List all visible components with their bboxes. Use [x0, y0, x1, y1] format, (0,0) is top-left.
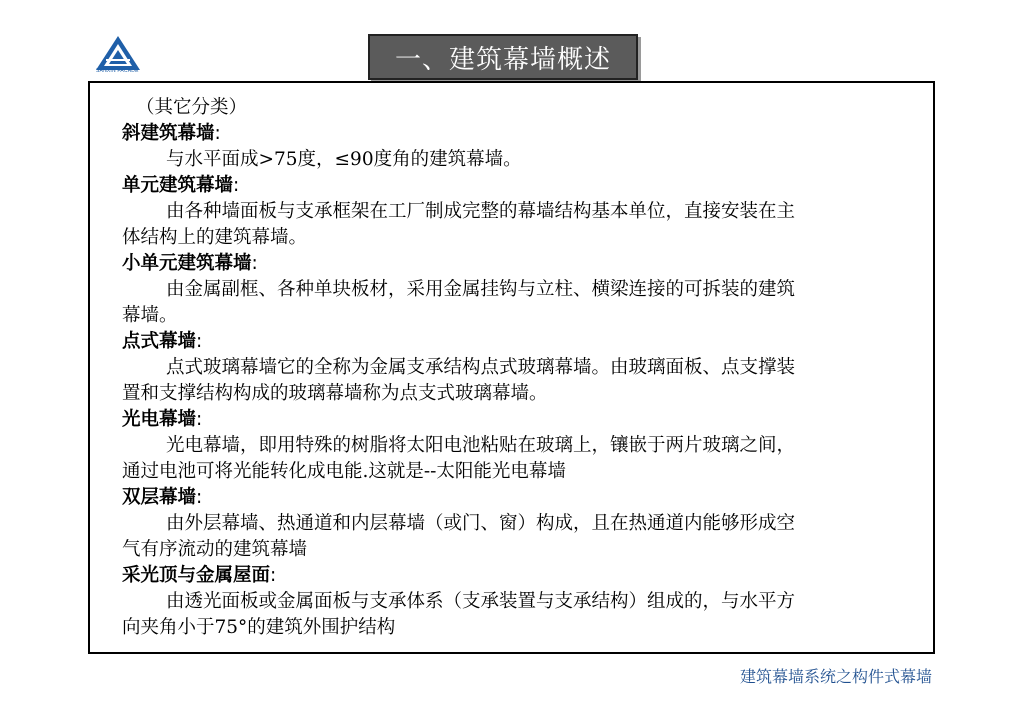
- intro-text: （其它分类）: [136, 97, 248, 118]
- section-text: 由外层幕墙、热通道和内层幕墙（或门、窗）构成，且在热通道内能够形成空: [166, 513, 796, 534]
- section-heading-double-skin: 双层幕墙:: [122, 487, 203, 508]
- section-heading-small-unit: 小单元建筑幕墙:: [122, 253, 258, 274]
- content-box: [88, 81, 935, 654]
- section-text: 通过电池可将光能转化成电能.这就是--太阳能光电幕墙: [122, 461, 566, 482]
- section-heading-inclined: 斜建筑幕墙:: [122, 123, 221, 144]
- section-text: 置和支撑结构构成的玻璃幕墙称为点支式玻璃幕墙。: [122, 383, 548, 404]
- section-text: 由透光面板或金属面板与支承体系（支承装置与支承结构）组成的，与水平方: [166, 591, 796, 612]
- section-text: 由各种墙面板与支承框架在工厂制成完整的幕墙结构基本单位，直接安装在主: [166, 201, 796, 222]
- section-text: 气有序流动的建筑幕墙: [122, 539, 308, 560]
- section-heading-photovoltaic: 光电幕墙:: [122, 409, 203, 430]
- logo-brand-text: SANXIN FACADE: [96, 68, 139, 74]
- section-text: 光电幕墙，即用特殊的树脂将太阳电池粘贴在玻璃上，镶嵌于两片玻璃之间，: [166, 435, 796, 456]
- section-heading-point-supported: 点式幕墙:: [122, 331, 203, 352]
- footer-caption: 建筑幕墙系统之构件式幕墙: [739, 667, 932, 686]
- section-text: 由金属副框、各种单块板材，采用金属挂钩与立柱、横梁连接的可拆装的建筑: [166, 279, 796, 300]
- section-text: 点式玻璃幕墙它的全称为金属支承结构点式玻璃幕墙。由玻璃面板、点支撑装: [166, 357, 796, 378]
- section-text: 体结构上的建筑幕墙。: [122, 227, 308, 248]
- section-text: 向夹角小于75°的建筑外围护结构: [122, 617, 396, 638]
- section-text: 与水平面成>75度，≤90度角的建筑幕墙。: [166, 149, 522, 170]
- section-text: 幕墙。: [122, 305, 178, 326]
- section-heading-unitized: 单元建筑幕墙:: [122, 175, 240, 196]
- section-heading-skylight-roof: 采光顶与金属屋面:: [122, 565, 277, 586]
- slide-title: 一、建筑幕墙概述: [368, 34, 638, 80]
